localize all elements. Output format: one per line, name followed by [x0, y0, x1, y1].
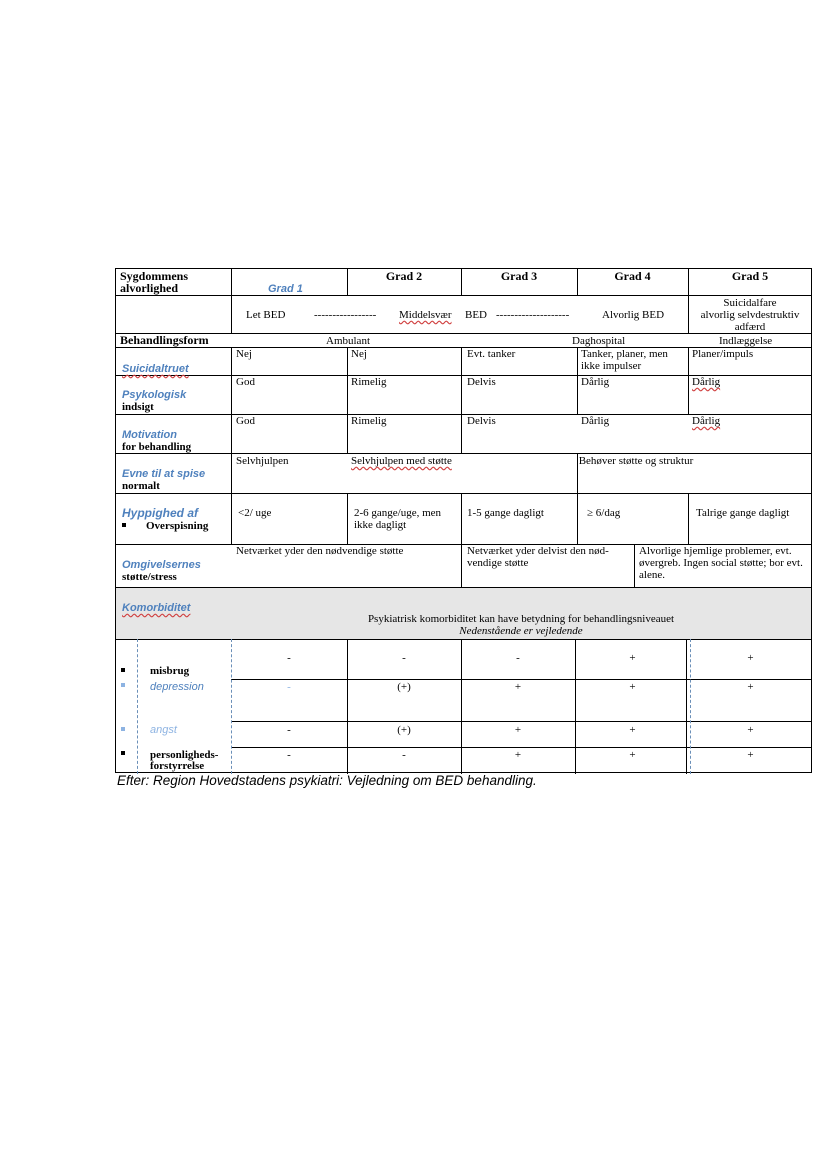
misbrug-grade-4: +	[629, 652, 636, 664]
depression-grade-2: (+)	[397, 681, 411, 693]
treatment-daghospital: Daghospital	[572, 335, 626, 347]
angst-grade-2: (+)	[397, 724, 411, 736]
comorbidity-line-1: Psykiatrisk komorbiditet kan have betydning for behandlingsniveauet	[367, 613, 675, 625]
support-grade-3: Netværket yder delvist den nød-vendige støtte	[467, 545, 609, 569]
misbrug-grade-1: -	[287, 652, 291, 664]
bullet-icon	[121, 751, 125, 755]
scale-grade5-line1: Suicidalfare	[723, 297, 777, 309]
personality-label-1: personligheds-	[150, 749, 219, 761]
angst-grade-5: +	[747, 724, 754, 736]
frequency-grade-5: Talrige gange dagligt	[696, 507, 790, 519]
misbrug-grade-5: +	[747, 652, 754, 664]
support-label-blue: Omgivelsernes	[122, 559, 201, 571]
suicidal-grade-5: Planer/impuls	[692, 348, 754, 360]
eating-grade-2: Selvhjulpen med støtte	[351, 455, 452, 467]
eating-label-blue: Evne til at spise	[122, 468, 206, 480]
row-line	[231, 721, 811, 722]
grade-3-header: Grad 3	[500, 269, 538, 283]
personality-grade-4: +	[629, 749, 636, 761]
scale-middel: Middelsvær	[399, 309, 452, 321]
angst-grade-3: +	[514, 724, 522, 736]
misbrug-grade-2: -	[402, 652, 406, 664]
insight-label-black: indsigt	[122, 401, 154, 413]
col-line	[347, 493, 348, 544]
depression-grade-5: +	[747, 681, 754, 693]
bed-severity-table	[115, 268, 812, 773]
scale-alvorlig: Alvorlig BED	[602, 309, 665, 321]
scale-dash-2: --------------------	[496, 309, 570, 321]
frequency-label-black: Overspisning	[146, 520, 209, 532]
suicidal-label: Suicidaltruet	[122, 363, 189, 375]
bullet-icon	[121, 683, 125, 687]
bullet-icon	[121, 727, 125, 731]
depression-grade-4: +	[629, 681, 636, 693]
treatment-ambulant: Ambulant	[326, 335, 370, 347]
insight-grade-3: Delvis	[467, 376, 496, 388]
col-line	[461, 347, 462, 453]
insight-grade-1: God	[236, 376, 255, 388]
eating-grade-3-5: Behøver støtte og struktur	[578, 455, 694, 467]
row-line	[231, 679, 811, 680]
insight-label-blue: Psykologisk	[122, 389, 187, 401]
source-footer: Efter: Region Hovedstadens psykiatri: Vejledning om BED behandling.	[117, 773, 537, 788]
grade-4-header: Grad 4	[614, 269, 651, 283]
frequency-grade-1: <2/ uge	[238, 507, 272, 519]
row-line	[116, 333, 811, 334]
insight-grade-2: Rimelig	[351, 376, 387, 388]
personality-grade-5: +	[747, 749, 754, 761]
motivation-label-black: for behandling	[122, 441, 192, 453]
motivation-grade-5: Dårlig	[692, 415, 721, 427]
grade-2-header: Grad 2	[385, 269, 423, 283]
angst-label: angst	[150, 724, 177, 736]
motivation-label-blue: Motivation	[122, 429, 177, 441]
col-line	[461, 493, 462, 587]
bullet-icon	[121, 668, 125, 672]
eating-label-black: normalt	[122, 480, 160, 492]
scale-grade5-line3: adfærd	[734, 321, 766, 333]
scale-bed: BED	[465, 309, 487, 321]
depression-label: depression	[150, 681, 204, 693]
suicidal-grade-3: Evt. tanker	[467, 348, 516, 360]
depression-grade-1: -	[287, 681, 291, 693]
motivation-grade-4: Dårlig	[581, 415, 610, 427]
row-line	[116, 493, 811, 494]
col-line	[577, 347, 578, 414]
depression-grade-3: +	[514, 681, 522, 693]
angst-grade-4: +	[629, 724, 636, 736]
insight-grade-5: Dårlig	[692, 376, 721, 388]
misbrug-label: misbrug	[150, 665, 190, 677]
grade-1-header: Grad 1	[268, 283, 303, 295]
row-line	[116, 453, 811, 454]
scale-dash-1: -----------------	[314, 309, 377, 321]
col-dashed-line	[137, 639, 138, 774]
col-line	[634, 544, 635, 587]
col-line	[688, 347, 689, 414]
suicidal-grade-2: Nej	[351, 348, 367, 360]
severity-header: Sygdommens alvorlighed	[120, 269, 189, 295]
treatment-indlaeggelse: Indlæggelse	[719, 335, 773, 347]
col-line	[347, 347, 348, 453]
frequency-label-blue: Hyppighed af	[122, 506, 199, 520]
motivation-grade-2: Rimelig	[351, 415, 387, 427]
personality-grade-3: +	[514, 749, 522, 761]
personality-grade-2: -	[402, 749, 406, 761]
support-label-black: støtte/stress	[122, 571, 177, 583]
support-grade-1-2: Netværket yder den nødvendige støtte	[236, 545, 404, 557]
eating-grade-1: Selvhjulpen	[236, 455, 289, 467]
suicidal-grade-4: Tanker, planer, men ikke impulser	[581, 348, 668, 372]
frequency-grade-3: 1-5 gange dagligt	[467, 507, 544, 519]
frequency-grade-2: 2-6 gange/uge, men ikke dagligt	[354, 507, 442, 531]
scale-grade5-line2: alvorlig selvdestruktiv	[700, 309, 800, 321]
row-line	[231, 747, 811, 748]
frequency-grade-4: ≥ 6/dag	[587, 507, 621, 519]
comorbidity-label: Komorbiditet	[122, 602, 191, 614]
treatment-label: Behandlingsform	[120, 333, 209, 347]
col-line	[688, 493, 689, 544]
insight-grade-4: Dårlig	[581, 376, 610, 388]
col-line	[231, 269, 232, 333]
misbrug-grade-3: -	[516, 652, 520, 664]
bullet-icon	[122, 523, 126, 527]
angst-grade-1: -	[287, 724, 291, 736]
grade-5-header: Grad 5	[731, 269, 769, 283]
row-line	[116, 295, 811, 296]
personality-label-2: forstyrrelse	[150, 760, 205, 772]
col-line	[231, 347, 232, 544]
suicidal-grade-1: Nej	[236, 348, 252, 360]
row-line	[116, 639, 811, 640]
support-grade-4-5: Alvorlige hjemlige problemer, evt. øvergreb. Ingen social støtte; bor evt. alene.	[639, 545, 803, 581]
personality-grade-1: -	[287, 749, 291, 761]
motivation-grade-3: Delvis	[467, 415, 496, 427]
scale-let: Let BED	[246, 309, 286, 321]
motivation-grade-1: God	[236, 415, 255, 427]
row-line	[116, 587, 811, 588]
comorbidity-line-2: Nedenstående er vejledende	[459, 625, 583, 637]
